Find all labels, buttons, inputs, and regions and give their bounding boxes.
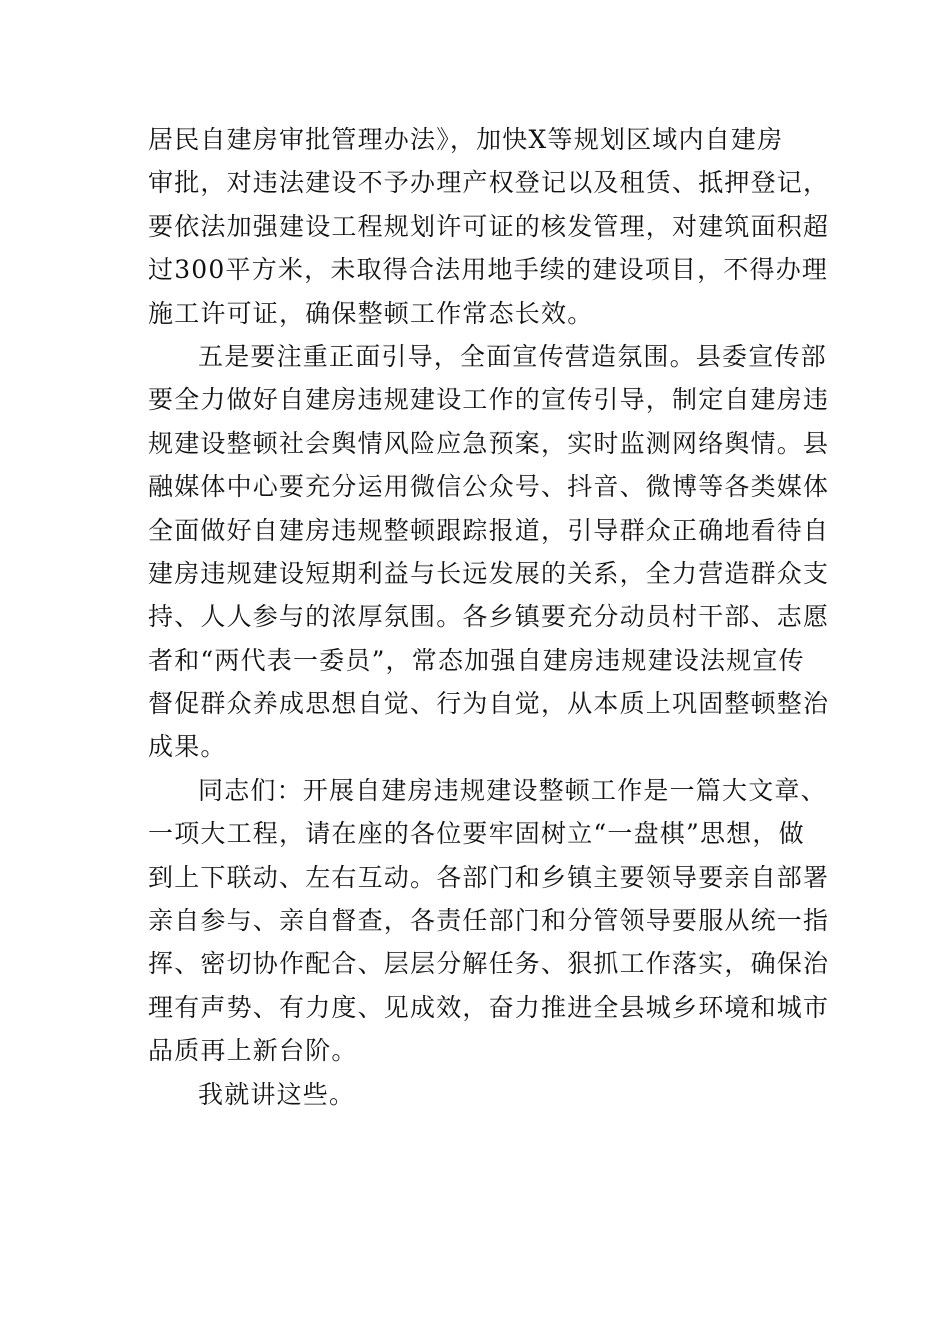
text-line: 全面做好自建房违规整顿跟踪报道，引导群众正确地看待自 [148,515,830,545]
text-line: 督促群众养成思想自觉、行为自觉，从本质上巩固整顿整治 [148,689,830,719]
body-text [148,118,830,1116]
paragraph-start-line: 五是要注重正面引导，全面宣传营造氛围。县委宣传部 [198,341,827,371]
text-line: 审批，对违法建设不予办理产权登记以及租赁、抵押登记， [148,168,830,198]
text-line: 品质再上新台阶。 [148,1036,358,1066]
text-line: 挥、密切协作配合、层层分解任务、狠抓工作落实，确保治 [148,949,830,979]
text-line: 成果。 [148,732,227,762]
text-line: 亲自参与、亲自督查，各责任部门和分管领导要服从统一指 [148,906,830,936]
text-line: 建房违规建设短期利益与长远发展的关系，全力营造群众支 [148,558,830,588]
text-line: 过300平方米，未取得合法用地手续的建设项目，不得办理 [148,255,829,285]
text-line: 融媒体中心要充分运用微信公众号、抖音、微博等各类媒体 [148,472,830,502]
text-line: 施工许可证，确保整顿工作常态长效。 [148,298,594,328]
paragraph-start-line: 我就讲这些。 [198,1079,356,1109]
text-line: 一项大工程，请在座的各位要牢固树立“一盘棋”思想，做 [148,819,805,849]
text-line: 到上下联动、左右互动。各部门和乡镇主要领导要亲自部署 [148,862,830,892]
paragraph-start-line: 同志们：开展自建房违规建设整顿工作是一篇大文章、 [198,775,827,805]
text-line: 居民自建房审批管理办法》，加快X等规划区域内自建房 [148,125,784,154]
text-line: 规建设整顿社会舆情风险应急预案，实时监测网络舆情。县 [148,428,830,458]
text-line: 者和“两代表一委员”，常态加强自建房违规建设法规宣传 [148,645,805,675]
text-line: 要依法加强建设工程规划许可证的核发管理，对建筑面积超 [148,211,830,241]
text-line: 要全力做好自建房违规建设工作的宣传引导，制定自建房违 [148,385,830,415]
text-line: 持、人人参与的浓厚氛围。各乡镇要充分动员村干部、志愿 [148,602,830,632]
text-line: 理有声势、有力度、见成效，奋力推进全县城乡环境和城市 [148,992,830,1022]
